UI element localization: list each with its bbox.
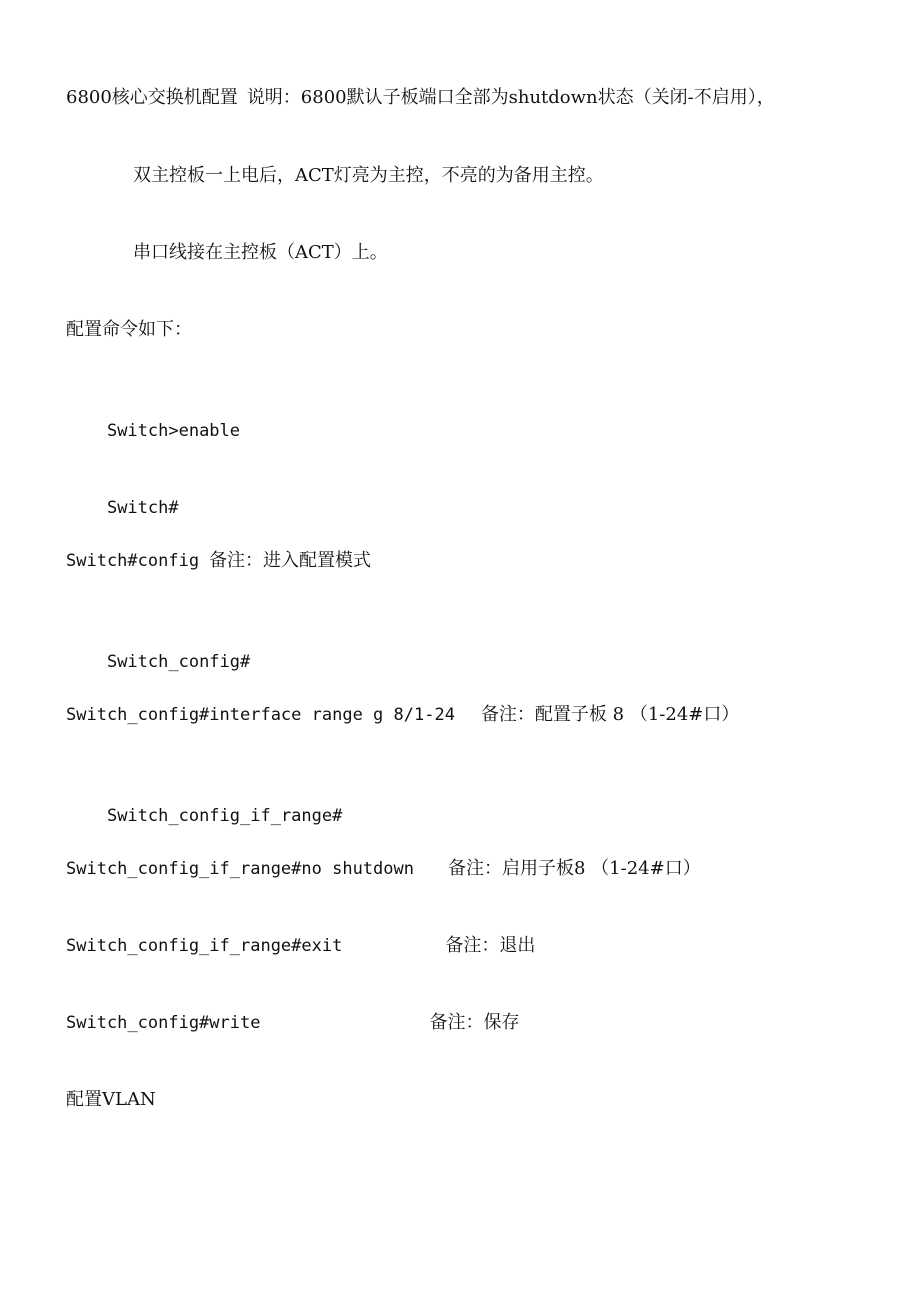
intro-note: 说明：6800默认子板端口全部为shutdown状态（关闭-不启用），	[246, 87, 775, 108]
vlan-heading: 配置VLAN	[66, 1089, 156, 1110]
intro-line-1	[66, 86, 775, 110]
command-line	[66, 549, 371, 573]
command-line	[66, 703, 739, 727]
intro-line-2: 双主控板一上电后，ACT灯亮为主控，不亮的为备用主控。	[133, 165, 604, 186]
command-text: Switch_config_if_range#exit	[66, 936, 343, 956]
command-line	[66, 780, 342, 852]
command-text: Switch_config#	[106, 652, 251, 672]
command-note: 备注：配置子板 8 （1-24#口）	[480, 704, 740, 725]
command-text: Switch#	[106, 498, 179, 518]
commands-heading: 配置命令如下：	[66, 319, 192, 340]
command-line	[66, 857, 701, 881]
command-line	[66, 934, 535, 958]
command-text: Switch_config_if_range#	[106, 806, 343, 826]
command-text: Switch#config	[66, 551, 200, 571]
document-title: 6800核心交换机配置	[66, 87, 238, 108]
command-note: 备注：启用子板8 （1-24#口）	[448, 858, 701, 879]
command-line	[66, 472, 179, 544]
command-text: Switch>enable	[106, 421, 241, 441]
command-note: 备注：进入配置模式	[209, 550, 372, 571]
command-text: Switch_config#write	[66, 1013, 261, 1033]
command-line	[66, 626, 250, 698]
command-note: 备注：保存	[429, 1012, 520, 1033]
command-line	[66, 395, 240, 467]
command-text: Switch_config#interface range g 8/1-24	[66, 705, 455, 725]
command-line	[66, 1011, 519, 1035]
command-note: 备注：退出	[445, 935, 536, 956]
command-text: Switch_config_if_range#no shutdown	[66, 859, 414, 879]
intro-line-3: 串口线接在主控板（ACT）上。	[133, 242, 388, 263]
